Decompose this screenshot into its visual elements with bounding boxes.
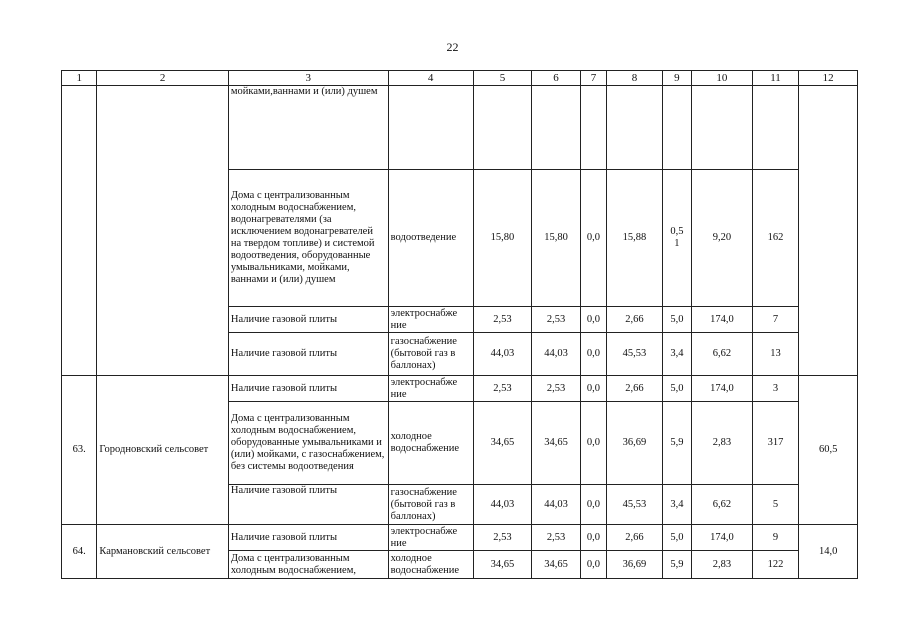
value-cell: 2,66 [607, 376, 663, 402]
locality-cell: Городновский сельсовет [97, 376, 228, 525]
value-cell: 174,0 [692, 307, 753, 333]
value-cell: 2,83 [692, 551, 753, 579]
col-header: 12 [799, 71, 858, 86]
value-cell: 36,69 [607, 402, 663, 485]
housing-type-cell: Наличие газовой плиты [228, 333, 388, 376]
housing-type-cell: Наличие газовой плиты [228, 485, 388, 525]
col-header: 5 [473, 71, 532, 86]
value-cell: 5,9 [662, 551, 691, 579]
header-row [62, 71, 858, 86]
value-cell: 34,65 [473, 402, 532, 485]
value-cell: 9,20 [692, 170, 753, 307]
value-cell: 162 [752, 170, 799, 307]
tariff-table [61, 70, 858, 579]
value-cell: 0,0 [580, 376, 606, 402]
service-cell: водоотведение [388, 170, 473, 307]
value-cell: 6,62 [692, 485, 753, 525]
locality-cell: Кармановский сельсовет [97, 525, 228, 579]
value-cell: 2,53 [532, 525, 581, 551]
value-cell: 2,53 [473, 376, 532, 402]
value-cell: 0,0 [580, 485, 606, 525]
col-header: 10 [692, 71, 753, 86]
col-header: 11 [752, 71, 799, 86]
value-cell-line: 1 [674, 238, 680, 249]
value-cell: 0,0 [580, 333, 606, 376]
page-number: 22 [446, 40, 459, 54]
value-cell: 174,0 [692, 376, 753, 402]
value-cell: 5,0 [662, 376, 691, 402]
housing-type-cell: Наличие газовой плиты [228, 525, 388, 551]
housing-type-cell: Дома с централизованным холодным водоснабжением, [228, 551, 388, 579]
housing-type-cell: Дома с централизованным холодным водоснабжением, оборудованные умывальниками и (или) мойками, с газоснабжением, без системы водоотведения [228, 402, 388, 485]
value-cell: 2,53 [532, 376, 581, 402]
housing-type-cell: мойками,ваннами и (или) душем [228, 86, 388, 170]
value-cell: 5,0 [662, 307, 691, 333]
value-cell: 0,0 [580, 551, 606, 579]
service-cell: газоснабжение (бытовой газ в баллонах) [388, 485, 473, 525]
col-header: 4 [388, 71, 473, 86]
value-cell: 5 [752, 485, 799, 525]
value-cell: 44,03 [532, 485, 581, 525]
value-cell: 122 [752, 551, 799, 579]
value-cell: 0,0 [580, 170, 606, 307]
value-cell: 15,80 [473, 170, 532, 307]
value-cell: 174,0 [692, 525, 753, 551]
col-header: 1 [62, 71, 97, 86]
value-cell: 13 [752, 333, 799, 376]
row-number-cell: 64. [62, 525, 97, 579]
value-cell: 3 [752, 376, 799, 402]
value-cell: 0,0 [580, 525, 606, 551]
value-cell: 2,53 [532, 307, 581, 333]
value-cell: 34,65 [532, 402, 581, 485]
total-cell [799, 86, 858, 376]
value-cell: 5,9 [662, 402, 691, 485]
value-cell: 34,65 [532, 551, 581, 579]
service-cell: газоснабжение (бытовой газ в баллонах) [388, 333, 473, 376]
value-cell: 44,03 [473, 333, 532, 376]
value-cell: 15,80 [532, 170, 581, 307]
value-cell [662, 170, 691, 307]
total-cell: 60,5 [799, 376, 858, 525]
housing-type-cell: Дома с централизованным холодным водоснабжением, водонагревателями (за исключением водонагревателей на твердом топливе) и системой водоотведения, оборудованные умывальниками, мойками, ваннами и (или) душем [228, 170, 388, 307]
value-cell: 2,53 [473, 307, 532, 333]
total-cell: 14,0 [799, 525, 858, 579]
col-header: 8 [607, 71, 663, 86]
value-cell: 44,03 [532, 333, 581, 376]
col-header: 6 [532, 71, 581, 86]
col-header: 2 [97, 71, 228, 86]
service-cell: электроснабже ние [388, 376, 473, 402]
value-cell: 6,62 [692, 333, 753, 376]
housing-type-cell: Наличие газовой плиты [228, 376, 388, 402]
row-number-cell: 63. [62, 376, 97, 525]
value-cell: 3,4 [662, 333, 691, 376]
value-cell: 34,65 [473, 551, 532, 579]
value-cell: 2,53 [473, 525, 532, 551]
value-cell: 36,69 [607, 551, 663, 579]
service-cell: холодное водоснабжение [388, 402, 473, 485]
housing-type-cell: Наличие газовой плиты [228, 307, 388, 333]
value-cell: 2,83 [692, 402, 753, 485]
col-header: 9 [662, 71, 691, 86]
service-cell: электроснабже ние [388, 307, 473, 333]
table-row [62, 525, 858, 551]
value-cell: 0,0 [580, 307, 606, 333]
value-cell-line: 0,5 [670, 226, 684, 237]
value-cell: 15,88 [607, 170, 663, 307]
value-cell: 2,66 [607, 525, 663, 551]
value-cell: 45,53 [607, 485, 663, 525]
value-cell: 0,0 [580, 402, 606, 485]
value-cell: 45,53 [607, 333, 663, 376]
value-cell: 5,0 [662, 525, 691, 551]
value-cell: 3,4 [662, 485, 691, 525]
col-header: 3 [228, 71, 388, 86]
value-cell: 44,03 [473, 485, 532, 525]
locality-cell [97, 86, 228, 376]
value-cell: 2,66 [607, 307, 663, 333]
table-row [62, 376, 858, 402]
value-cell: 7 [752, 307, 799, 333]
service-cell: холодное водоснабжение [388, 551, 473, 579]
service-cell: электроснабже ние [388, 525, 473, 551]
table-row [62, 86, 858, 170]
row-number-cell [62, 86, 97, 376]
value-cell: 317 [752, 402, 799, 485]
value-cell: 9 [752, 525, 799, 551]
col-header: 7 [580, 71, 606, 86]
